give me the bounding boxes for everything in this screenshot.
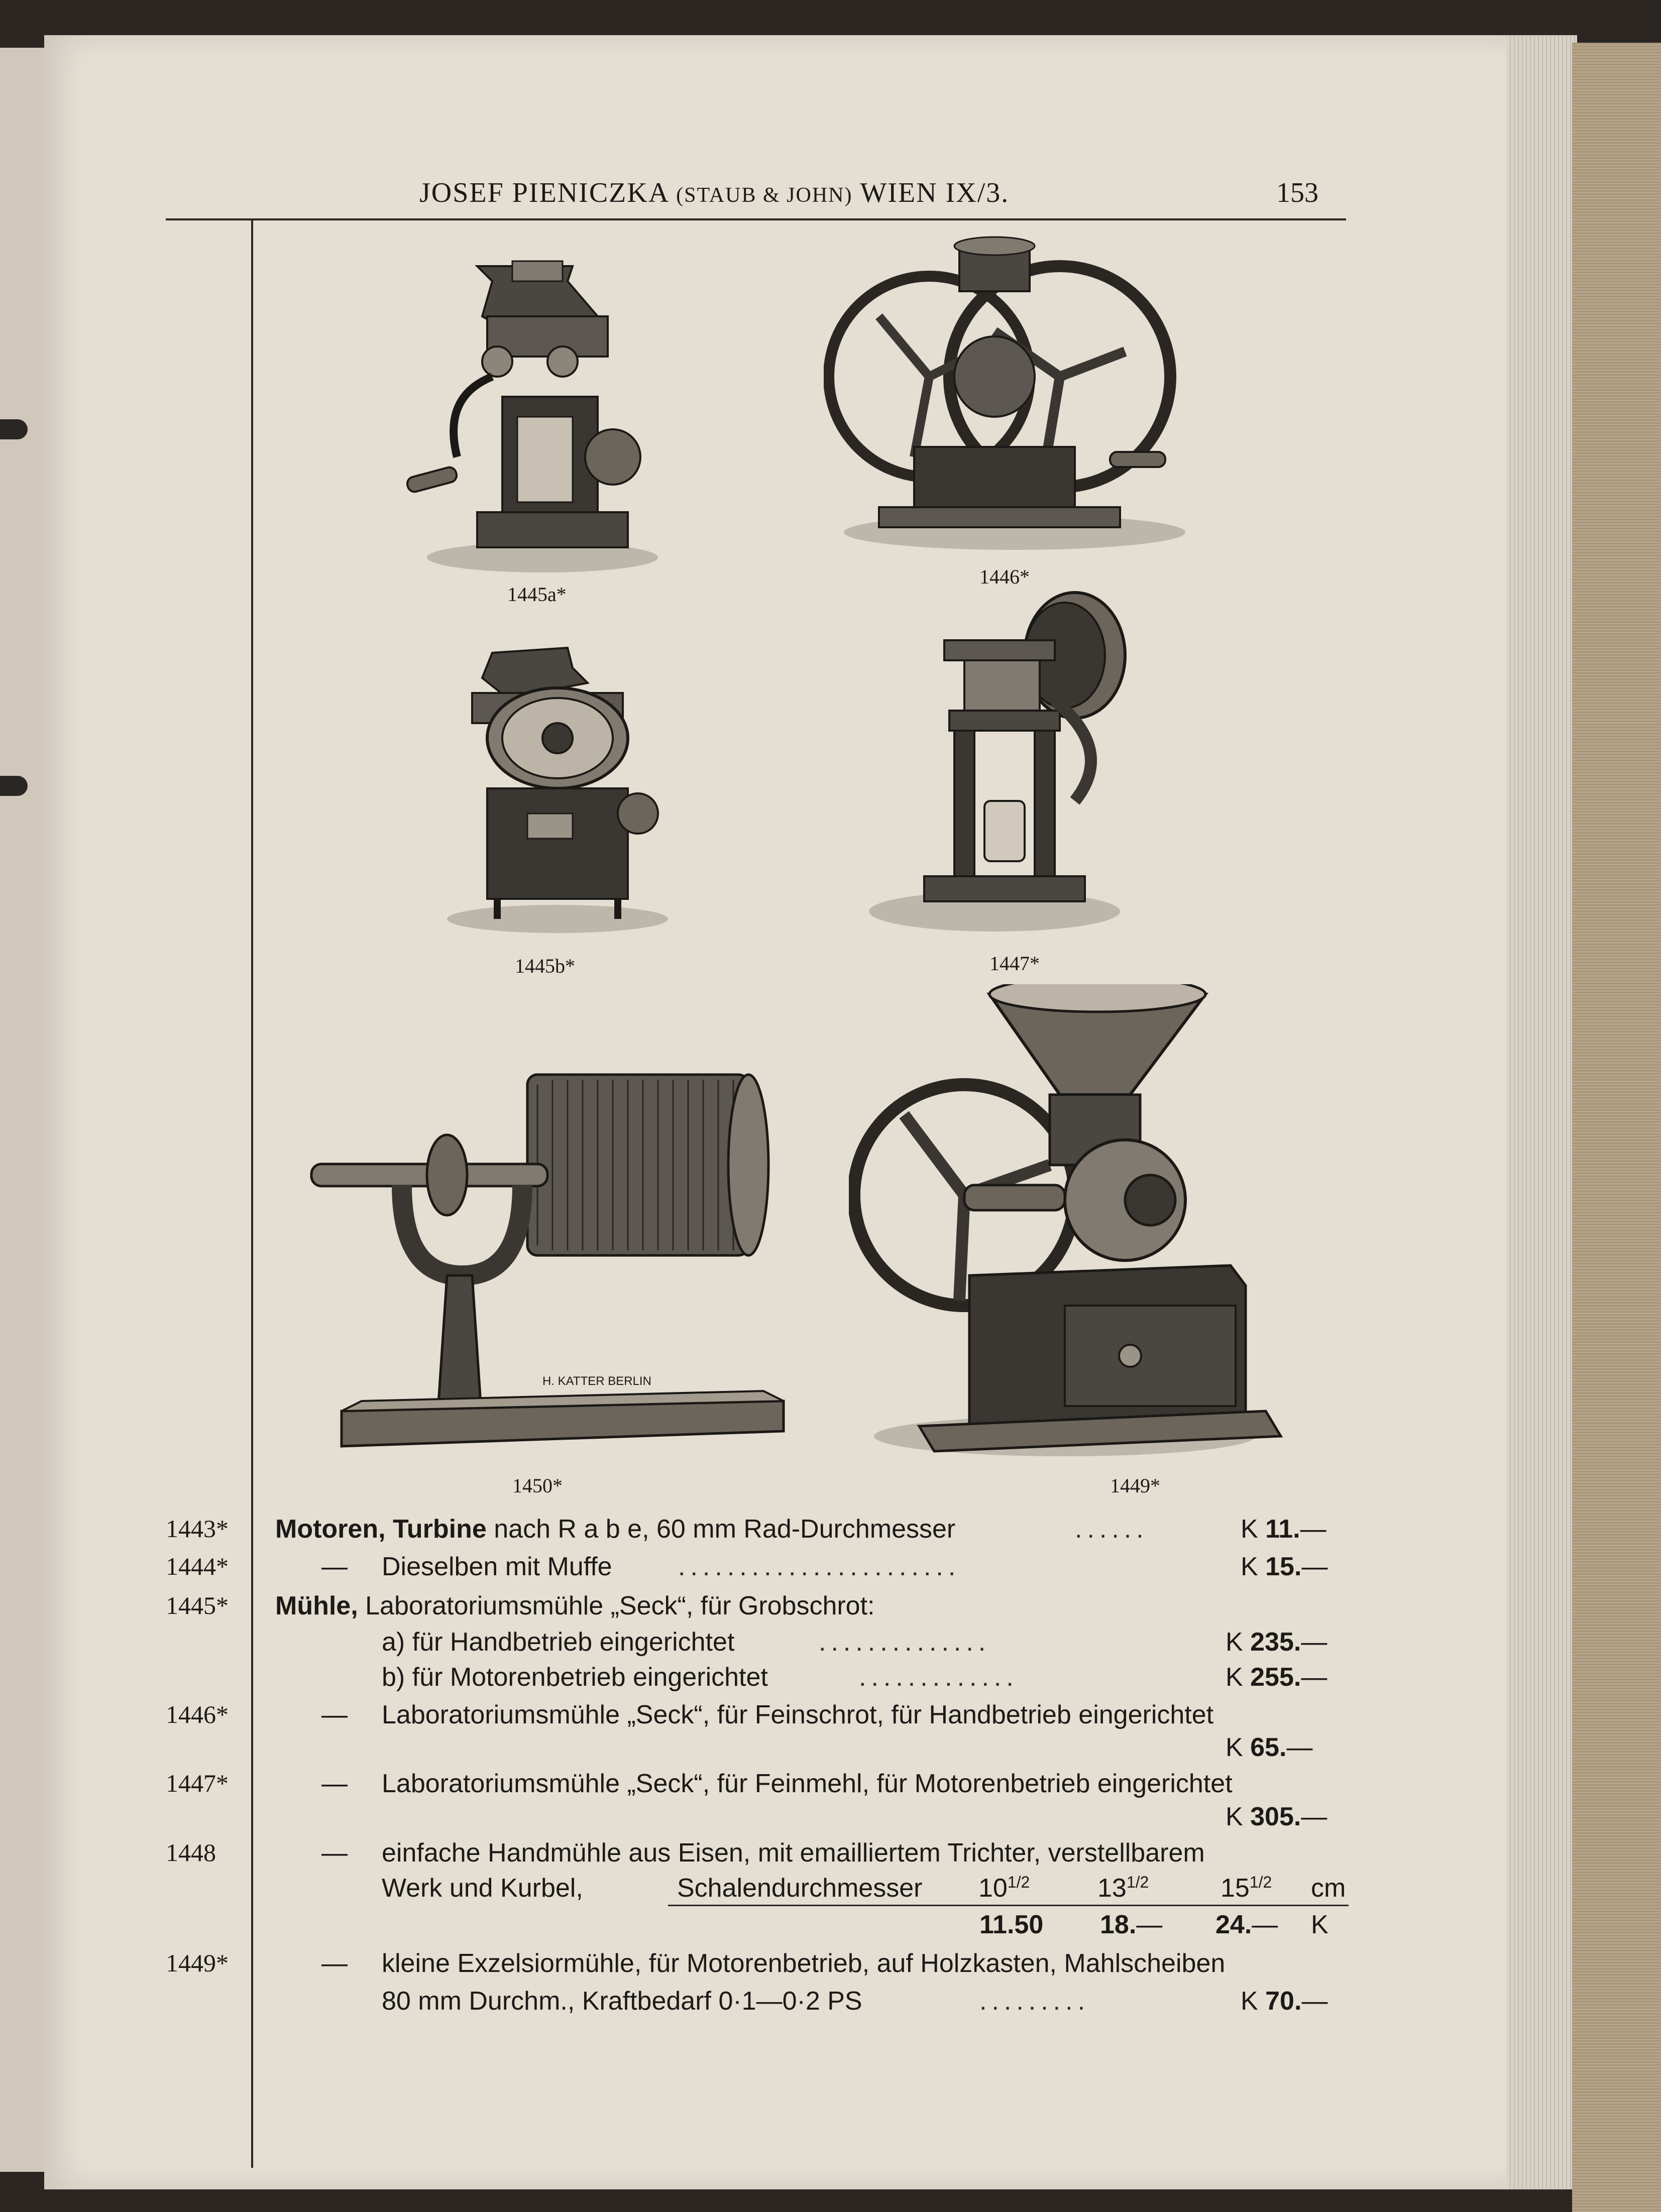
figure-label: 1450* bbox=[512, 1474, 563, 1497]
price-number: 18. bbox=[1100, 1910, 1137, 1939]
size-value bbox=[978, 1873, 1030, 1903]
leader-dots: ....................... bbox=[678, 1552, 961, 1581]
figure-1450 bbox=[301, 1065, 794, 1476]
ditto-dash: — bbox=[321, 1552, 348, 1581]
price-value: 70. bbox=[1265, 1987, 1302, 2016]
page-header bbox=[166, 171, 1346, 216]
figure-label: 1446* bbox=[979, 565, 1030, 588]
entry-description: a) für Handbetrieb eingerichtet bbox=[382, 1627, 735, 1657]
price-value: 65. bbox=[1250, 1733, 1287, 1762]
ditto-dash: — bbox=[321, 1838, 348, 1868]
page-tab bbox=[0, 776, 28, 796]
item-number: 1443* bbox=[166, 1515, 229, 1543]
currency-label: K bbox=[1311, 1910, 1328, 1939]
currency-label: K bbox=[1226, 1627, 1243, 1657]
leader-dots: ...... bbox=[1075, 1515, 1149, 1544]
laboratory-mill-hand-crank-icon bbox=[402, 246, 673, 577]
price-value: 305. bbox=[1250, 1802, 1301, 1831]
entry-text bbox=[275, 1514, 955, 1544]
excelsior-mill-icon bbox=[849, 984, 1291, 1466]
price-suffix: — bbox=[1252, 1910, 1278, 1939]
figure-1445a bbox=[402, 246, 673, 577]
currency-label: K bbox=[1226, 1733, 1243, 1762]
size-fraction: 1/2 bbox=[1126, 1873, 1149, 1891]
price bbox=[1241, 1986, 1354, 2016]
laboratory-mill-motor-icon bbox=[422, 638, 683, 939]
size-value bbox=[1221, 1873, 1272, 1903]
entry-text bbox=[275, 1591, 875, 1621]
left-page-edge bbox=[0, 48, 46, 2172]
figure-1446 bbox=[824, 231, 1205, 557]
size-table-label: Schalendurchmesser bbox=[677, 1874, 923, 1903]
figure-label: 1445a* bbox=[507, 583, 567, 606]
item-number: 1446* bbox=[166, 1700, 229, 1728]
leader-dots: ......... bbox=[979, 1987, 1090, 2016]
size-number: 10 bbox=[978, 1874, 1008, 1903]
firm-detail: (STAUB & JOHN) bbox=[676, 184, 853, 207]
price bbox=[1226, 1732, 1354, 1763]
price-value: 235. bbox=[1250, 1627, 1301, 1657]
ditto-dash: — bbox=[321, 1700, 348, 1729]
entry-heading: Motoren, Turbine bbox=[275, 1515, 487, 1544]
size-value bbox=[1097, 1873, 1149, 1903]
item-number: 1447* bbox=[166, 1769, 229, 1797]
price bbox=[1241, 1552, 1354, 1582]
price-value bbox=[1215, 1910, 1278, 1940]
price-suffix: — bbox=[1286, 1733, 1313, 1762]
currency-label: K bbox=[1241, 1515, 1258, 1544]
price-suffix: — bbox=[1136, 1910, 1163, 1939]
entry-description: nach R a b e, 60 mm Rad-Durchmesser bbox=[486, 1515, 956, 1544]
firm-name: JOSEF PIENICZKA bbox=[419, 177, 669, 208]
engraver-signature: H. KATTER BERLIN bbox=[542, 1374, 651, 1388]
leader-dots: .............. bbox=[819, 1627, 991, 1657]
item-number: 1444* bbox=[166, 1552, 229, 1580]
entry-heading: Mühle, bbox=[275, 1591, 358, 1620]
item-number: 1449* bbox=[166, 1949, 229, 1977]
figure-label: 1449* bbox=[1110, 1474, 1160, 1497]
figure-label: 1445b* bbox=[515, 955, 575, 977]
currency-label: K bbox=[1241, 1987, 1258, 2016]
price bbox=[1226, 1802, 1354, 1832]
price-suffix: — bbox=[1301, 1802, 1327, 1831]
price bbox=[1226, 1627, 1354, 1657]
page-tab bbox=[0, 419, 28, 439]
drum-motor-turbine-icon bbox=[301, 1065, 794, 1476]
price-value: 11. bbox=[1265, 1515, 1300, 1544]
currency-label: K bbox=[1226, 1802, 1243, 1831]
entry-description: Laboratoriumsmühle „Seck“, für Grobschrot: bbox=[358, 1591, 875, 1620]
figure-1449 bbox=[849, 984, 1291, 1466]
entry-description: b) für Motorenbetrieb eingerichtet bbox=[382, 1663, 768, 1692]
currency-label: K bbox=[1226, 1663, 1243, 1692]
header-rule bbox=[166, 218, 1346, 220]
entry-description: 80 mm Durchm., Kraftbedarf 0·1—0·2 PS bbox=[382, 1987, 862, 2016]
price-value: 15. bbox=[1265, 1552, 1302, 1581]
firm-city: WIEN IX/3. bbox=[860, 177, 1010, 208]
figure-1447 bbox=[854, 590, 1145, 942]
flywheel-mill-icon bbox=[824, 231, 1205, 557]
price bbox=[1226, 1662, 1354, 1692]
ditto-dash: — bbox=[321, 1769, 348, 1798]
price-suffix: — bbox=[1301, 1552, 1328, 1581]
book-cover bbox=[1572, 43, 1661, 2212]
currency-label: K bbox=[1241, 1552, 1258, 1581]
price bbox=[1241, 1514, 1354, 1544]
size-fraction: 1/2 bbox=[1007, 1873, 1030, 1891]
number-column-rule bbox=[251, 219, 253, 2168]
entry-description: Dieselben mit Muffe bbox=[382, 1552, 612, 1581]
running-head bbox=[419, 177, 1009, 209]
leader-dots: ............. bbox=[859, 1663, 1019, 1692]
size-fraction: 1/2 bbox=[1249, 1873, 1272, 1891]
figure-1445b bbox=[422, 638, 683, 939]
page-number: 153 bbox=[1276, 177, 1318, 208]
item-number: 1448 bbox=[166, 1838, 216, 1867]
fine-flour-mill-motor-icon bbox=[854, 590, 1145, 942]
entry-description: Laboratoriumsmühle „Seck“, für Feinmehl, für Motorenbetrieb eingerichtet bbox=[382, 1769, 1233, 1798]
price-value bbox=[1100, 1910, 1162, 1940]
price-suffix: — bbox=[1301, 1663, 1327, 1692]
size-number: 13 bbox=[1097, 1874, 1127, 1903]
price-number: 24. bbox=[1215, 1910, 1252, 1939]
price-value: 11.50 bbox=[979, 1910, 1044, 1939]
ditto-dash: — bbox=[321, 1949, 348, 1978]
item-number: 1445* bbox=[166, 1591, 229, 1619]
entry-description: Werk und Kurbel, bbox=[382, 1874, 583, 1903]
price-suffix: — bbox=[1301, 1627, 1327, 1657]
figure-label: 1447* bbox=[989, 952, 1040, 975]
size-number: 15 bbox=[1221, 1874, 1250, 1903]
price-suffix: — bbox=[1300, 1515, 1326, 1544]
price-value: 255. bbox=[1250, 1663, 1301, 1692]
entry-description: Laboratoriumsmühle „Seck“, für Feinschrot, für Handbetrieb eingerichtet bbox=[382, 1700, 1214, 1729]
price-suffix: — bbox=[1301, 1987, 1328, 2016]
page-edges bbox=[1507, 35, 1577, 2189]
entry-description: kleine Exzelsiormühle, für Motorenbetrieb, auf Holzkasten, Mahlscheiben bbox=[382, 1949, 1226, 1978]
size-unit: cm bbox=[1311, 1874, 1346, 1903]
entry-description: einfache Handmühle aus Eisen, mit emailliertem Trichter, verstellbarem bbox=[382, 1838, 1205, 1868]
table-rule bbox=[668, 1905, 1349, 1906]
